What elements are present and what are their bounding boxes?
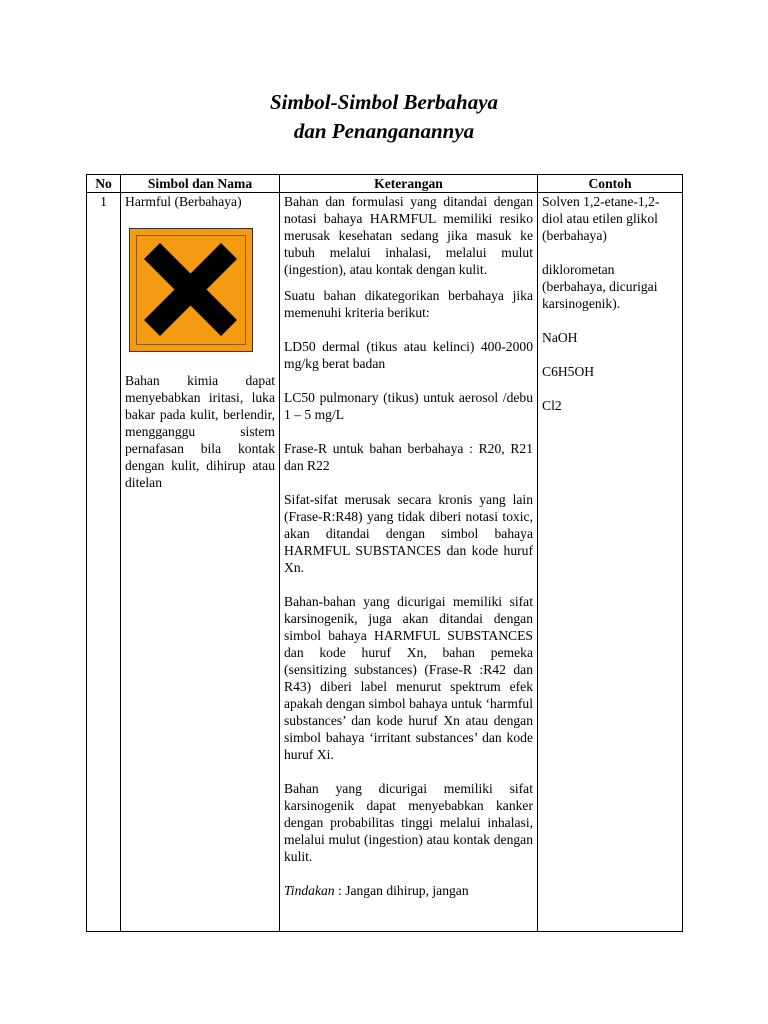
keterangan-para-2: Suatu bahan dikategorikan berbahaya jika memenuhi kriteria berikut: — [284, 288, 533, 320]
table-row — [87, 193, 683, 932]
symbol-description: Bahan kimia dapat menyebabkan iritasi, luka bakar pada kulit, berlendir, mengganggu sistem pernafasan bila kontak dengan kulit, dihirup atau ditelan — [125, 373, 275, 490]
table-header-row — [87, 175, 683, 193]
hazard-symbol-table — [86, 174, 683, 932]
keterangan-para-7: Bahan-bahan yang dicurigai memiliki sifat karsinogenik, juga akan ditandai dengan simbol bahaya HARMFUL SUBSTANCES dan kode huruf Xn, bahan pemeka (sensitizing substances) (Frase-R :R42 dan R43) diberi label menurut spektrum efek apakah dengan simbol bahaya untuk ‘harmful substances’ dan kode huruf Xn atau dengan simbol bahaya ‘irritant substances’ dan kode huruf Xi. — [284, 594, 533, 762]
contoh-item-1: Solven 1,2-etane-1,2-diol atau etilen glikol (berbahaya) — [542, 194, 660, 243]
keterangan-cell — [280, 193, 538, 932]
symbol-cell — [121, 193, 280, 932]
tindakan-text: : Jangan dihirup, jangan — [338, 883, 469, 898]
harmful-x-icon — [129, 228, 253, 352]
contoh-item-3: NaOH — [542, 330, 578, 345]
keterangan-para-1: Bahan dan formulasi yang ditandai dengan notasi bahaya HARMFUL memiliki resiko merusak kesehatan sedang jika masuk ke tubuh melalui inhalasi, melalui mulut (ingestion), atau kontak dengan kulit. — [284, 194, 533, 277]
contoh-cell — [538, 193, 683, 932]
tindakan-line — [284, 882, 533, 899]
keterangan-para-3: LD50 dermal (tikus atau kelinci) 400-2000 mg/kg berat badan — [284, 339, 533, 371]
keterangan-para-6: Sifat-sifat merusak secara kronis yang lain (Frase-R:R48) yang tidak diberi notasi toxic, akan ditandai dengan simbol bahaya HARMFUL SUBSTANCES dan kode huruf Xn. — [284, 492, 533, 575]
page-subtitle: dan Penanganannya — [293, 119, 475, 143]
row-number: 1 — [87, 193, 121, 932]
contoh-item-5: Cl2 — [542, 398, 562, 413]
page-title: Simbol-Simbol Berbahaya — [269, 90, 499, 114]
tindakan-label: Tindakan — [284, 883, 335, 898]
keterangan-para-8: Bahan yang dicurigai memiliki sifat karsinogenik dapat menyebabkan kanker dengan probabilitas tinggi melalui inhalasi, melalui mulut (ingestion) atau kontak dengan kulit. — [284, 781, 533, 864]
keterangan-para-5: Frase-R untuk bahan berbahaya : R20, R21 dan R22 — [284, 441, 533, 473]
symbol-name: Harmful (Berbahaya) — [125, 194, 242, 209]
header-contoh: Contoh — [538, 175, 683, 193]
contoh-item-2: diklorometan (berbahaya, dicurigai karsinogenik). — [542, 262, 658, 311]
header-keterangan: Keterangan — [280, 175, 538, 193]
header-symbol-name: Simbol dan Nama — [121, 175, 280, 193]
contoh-item-4: C6H5OH — [542, 364, 595, 379]
header-no: No — [87, 175, 121, 193]
keterangan-para-4: LC50 pulmonary (tikus) untuk aerosol /debu 1 – 5 mg/L — [284, 390, 533, 422]
